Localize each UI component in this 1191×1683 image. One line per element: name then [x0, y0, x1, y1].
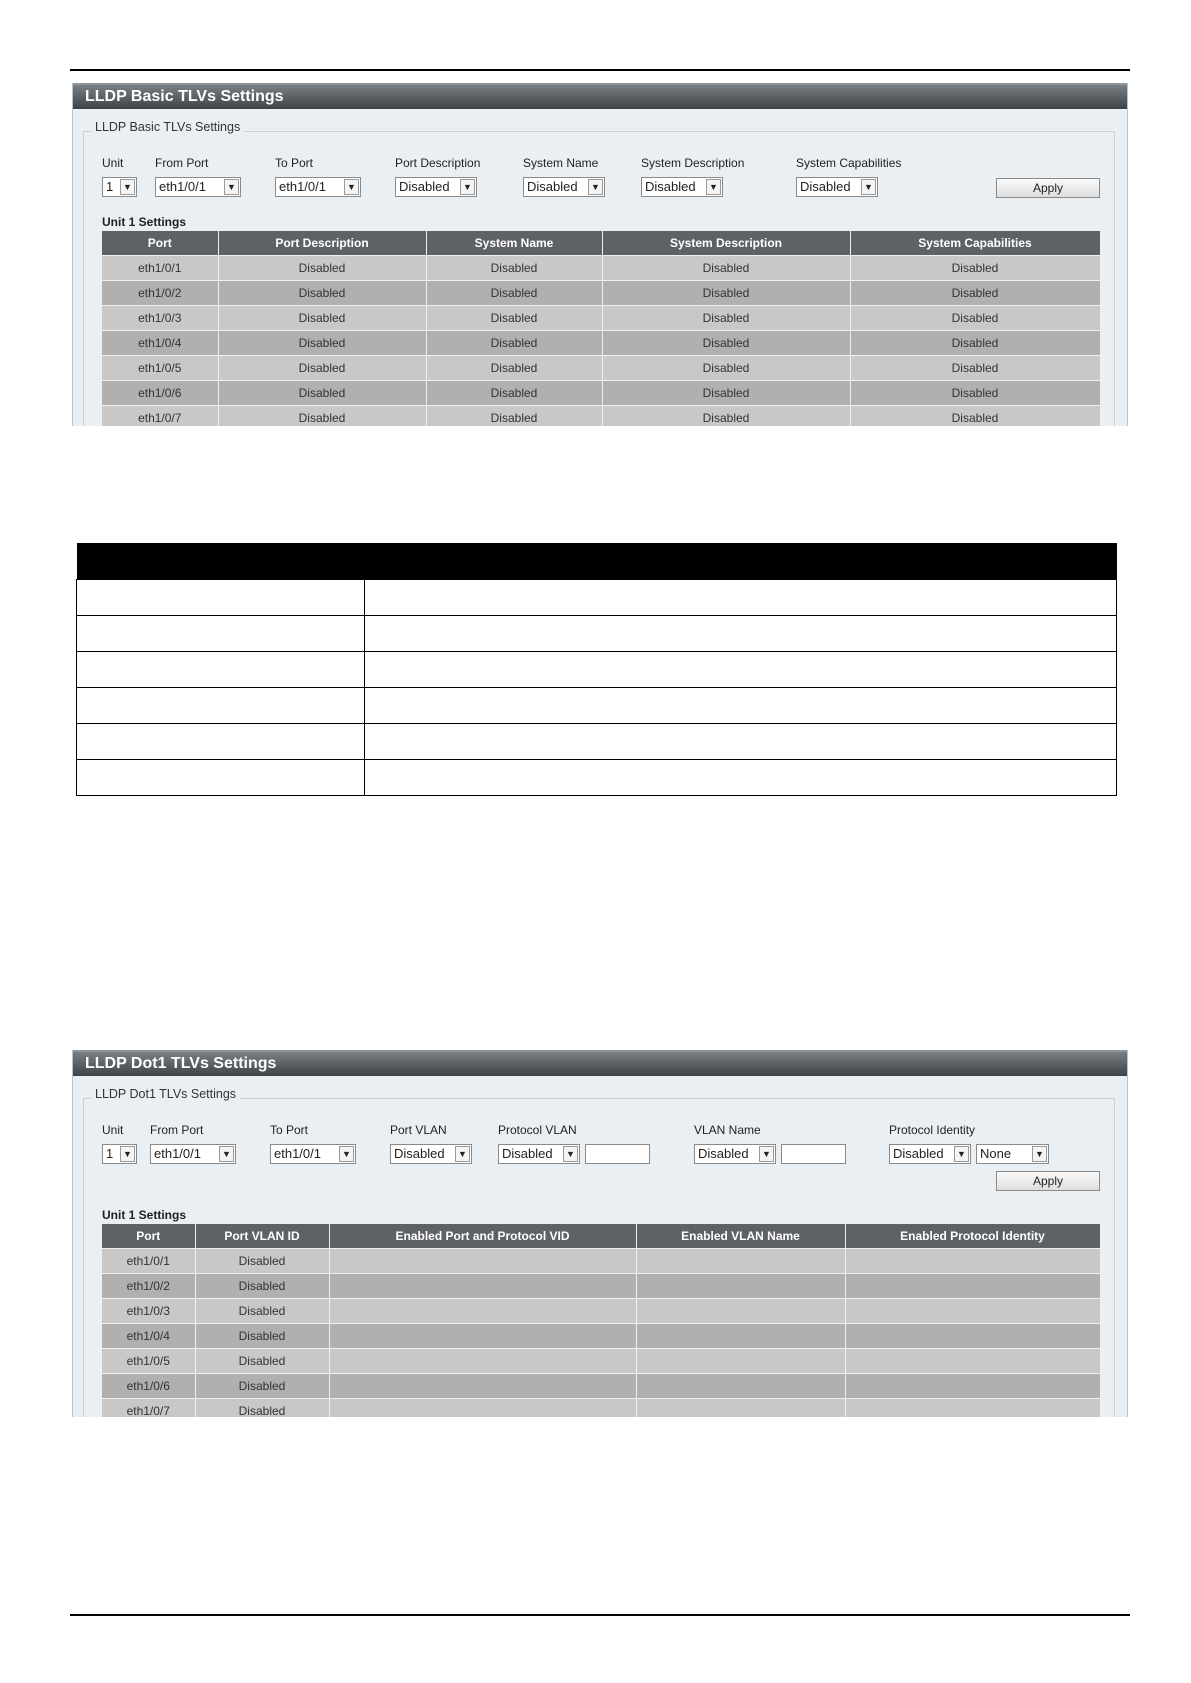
- dot1-settings-table: [102, 1224, 1101, 1417]
- chevron-down-icon: ▼: [563, 1146, 578, 1162]
- doc-table-row: [77, 580, 1117, 616]
- port-description-cell: Disabled: [218, 306, 426, 331]
- dot1-protocol-vlan-value: Disabled: [502, 1146, 553, 1161]
- dot1-to-port-label: To Port: [270, 1123, 309, 1137]
- enabled-port-protocol-vid-cell: [329, 1274, 636, 1299]
- basic-unit-select[interactable]: [102, 177, 137, 197]
- port-cell: eth1/0/1: [102, 1249, 195, 1274]
- table-row: [102, 331, 1100, 356]
- basic-from-port-value: eth1/0/1: [159, 179, 206, 194]
- chevron-down-icon: ▼: [120, 1146, 135, 1162]
- chevron-down-icon: ▼: [219, 1146, 234, 1162]
- port-vlan-id-cell: Disabled: [195, 1299, 329, 1324]
- basic-port-description-select[interactable]: [395, 177, 477, 197]
- dot1-port-vlan-select[interactable]: [390, 1144, 472, 1164]
- system-description-cell: Disabled: [602, 406, 850, 427]
- column-header-port-vlan-id: Port VLAN ID: [195, 1224, 329, 1249]
- port-description-cell: Disabled: [218, 406, 426, 427]
- enabled-protocol-identity-cell: [845, 1349, 1100, 1374]
- page-top-rule: [70, 69, 1130, 71]
- dot1-from-port-label: From Port: [150, 1123, 204, 1137]
- system-capabilities-cell: Disabled: [850, 406, 1100, 427]
- table-row: [102, 256, 1100, 281]
- port-vlan-id-cell: Disabled: [195, 1349, 329, 1374]
- port-cell: eth1/0/1: [102, 256, 218, 281]
- port-cell: eth1/0/6: [102, 381, 218, 406]
- doc-header-parameter: [77, 543, 365, 580]
- basic-unit-settings-title: Unit 1 Settings: [102, 215, 187, 229]
- chevron-down-icon: ▼: [706, 179, 721, 195]
- system-name-cell: Disabled: [426, 406, 602, 427]
- chevron-down-icon: ▼: [861, 179, 876, 195]
- system-description-cell: Disabled: [602, 306, 850, 331]
- page-bottom-rule: [70, 1614, 1130, 1616]
- dot1-protocol-identity-type-select[interactable]: [976, 1144, 1049, 1164]
- doc-cell: [365, 688, 1117, 724]
- system-description-cell: Disabled: [602, 281, 850, 306]
- port-cell: eth1/0/5: [102, 356, 218, 381]
- enabled-port-protocol-vid-cell: [329, 1399, 636, 1418]
- enabled-port-protocol-vid-cell: [329, 1249, 636, 1274]
- column-header-enabled-port-protocol-vid: Enabled Port and Protocol VID: [329, 1224, 636, 1249]
- enabled-port-protocol-vid-cell: [329, 1349, 636, 1374]
- doc-cell: [365, 580, 1117, 616]
- dot1-unit-select[interactable]: [102, 1144, 137, 1164]
- basic-settings-table: [102, 231, 1101, 426]
- column-header-port-description: Port Description: [218, 231, 426, 256]
- dot1-vlan-name-label: VLAN Name: [694, 1123, 761, 1137]
- doc-table-row: [77, 688, 1117, 724]
- dot1-to-port-select[interactable]: [270, 1144, 356, 1164]
- table-row: [102, 1399, 1100, 1418]
- column-header-port: Port: [102, 231, 218, 256]
- basic-window-title: LLDP Basic TLVs Settings: [73, 83, 1127, 109]
- column-header-system-capabilities: System Capabilities: [850, 231, 1100, 256]
- enabled-port-protocol-vid-cell: [329, 1374, 636, 1399]
- system-name-cell: Disabled: [426, 381, 602, 406]
- enabled-port-protocol-vid-cell: [329, 1324, 636, 1349]
- dot1-fieldset-legend: LLDP Dot1 TLVs Settings: [91, 1087, 240, 1101]
- enabled-protocol-identity-cell: [845, 1399, 1100, 1418]
- dot1-vlan-name-select[interactable]: [694, 1144, 776, 1164]
- dot1-protocol-vlan-id-input[interactable]: [585, 1144, 650, 1164]
- chevron-down-icon: ▼: [455, 1146, 470, 1162]
- port-vlan-id-cell: Disabled: [195, 1274, 329, 1299]
- port-vlan-id-cell: Disabled: [195, 1249, 329, 1274]
- table-row: [102, 406, 1100, 427]
- dot1-protocol-vlan-label: Protocol VLAN: [498, 1123, 577, 1137]
- basic-system-capabilities-select[interactable]: [796, 177, 878, 197]
- port-cell: eth1/0/2: [102, 1274, 195, 1299]
- basic-from-port-select[interactable]: [155, 177, 241, 197]
- port-cell: eth1/0/4: [102, 331, 218, 356]
- port-cell: eth1/0/7: [102, 1399, 195, 1418]
- basic-to-port-select[interactable]: [275, 177, 361, 197]
- system-name-cell: Disabled: [426, 256, 602, 281]
- system-capabilities-cell: Disabled: [850, 381, 1100, 406]
- port-vlan-id-cell: Disabled: [195, 1324, 329, 1349]
- enabled-vlan-name-cell: [636, 1274, 845, 1299]
- doc-cell: [365, 760, 1117, 796]
- basic-system-description-label: System Description: [641, 156, 745, 170]
- chevron-down-icon: ▼: [954, 1146, 969, 1162]
- port-vlan-id-cell: Disabled: [195, 1399, 329, 1418]
- doc-cell: [77, 724, 365, 760]
- doc-table-header: [77, 543, 1117, 580]
- system-description-cell: Disabled: [602, 356, 850, 381]
- basic-system-description-value: Disabled: [645, 179, 696, 194]
- basic-to-port-label: To Port: [275, 156, 314, 170]
- table-row: [102, 381, 1100, 406]
- dot1-from-port-value: eth1/0/1: [154, 1146, 201, 1161]
- doc-cell: [77, 652, 365, 688]
- doc-header-description: [365, 543, 1117, 580]
- system-name-cell: Disabled: [426, 356, 602, 381]
- table-row: [102, 1349, 1100, 1374]
- system-capabilities-cell: Disabled: [850, 331, 1100, 356]
- table-row: [102, 1299, 1100, 1324]
- chevron-down-icon: ▼: [460, 179, 475, 195]
- doc-cell: [365, 724, 1117, 760]
- port-cell: eth1/0/4: [102, 1324, 195, 1349]
- doc-cell: [77, 760, 365, 796]
- chevron-down-icon: ▼: [120, 179, 135, 195]
- column-header-enabled-protocol-identity: Enabled Protocol Identity: [845, 1224, 1100, 1249]
- port-cell: eth1/0/7: [102, 406, 218, 427]
- enabled-vlan-name-cell: [636, 1374, 845, 1399]
- dot1-to-port-value: eth1/0/1: [274, 1146, 321, 1161]
- parameter-description-table: [76, 543, 1117, 796]
- column-header-system-name: System Name: [426, 231, 602, 256]
- doc-table-row: [77, 616, 1117, 652]
- basic-tlvs-panel: [72, 83, 1128, 426]
- port-description-cell: Disabled: [218, 381, 426, 406]
- basic-system-description-select[interactable]: [641, 177, 723, 197]
- dot1-unit-value: 1: [106, 1146, 114, 1161]
- port-vlan-id-cell: Disabled: [195, 1374, 329, 1399]
- doc-table-row: [77, 724, 1117, 760]
- dot1-port-vlan-label: Port VLAN: [390, 1123, 447, 1137]
- basic-system-name-select[interactable]: [523, 177, 605, 197]
- basic-table-header: [102, 231, 1100, 256]
- table-row: [102, 356, 1100, 381]
- enabled-vlan-name-cell: [636, 1324, 845, 1349]
- enabled-vlan-name-cell: [636, 1399, 845, 1418]
- dot1-protocol-identity-select[interactable]: [889, 1144, 971, 1164]
- system-name-cell: Disabled: [426, 331, 602, 356]
- column-header-enabled-vlan-name: Enabled VLAN Name: [636, 1224, 845, 1249]
- system-capabilities-cell: Disabled: [850, 256, 1100, 281]
- basic-apply-button[interactable]: Apply: [996, 178, 1100, 198]
- basic-system-capabilities-label: System Capabilities: [796, 156, 902, 170]
- enabled-protocol-identity-cell: [845, 1374, 1100, 1399]
- basic-system-name-label: System Name: [523, 156, 599, 170]
- doc-cell: [365, 616, 1117, 652]
- column-header-system-description: System Description: [602, 231, 850, 256]
- doc-cell: [77, 616, 365, 652]
- doc-cell: [77, 688, 365, 724]
- dot1-apply-button[interactable]: Apply: [996, 1171, 1100, 1191]
- table-row: [102, 306, 1100, 331]
- doc-cell: [77, 580, 365, 616]
- column-header-port: Port: [102, 1224, 195, 1249]
- dot1-tlvs-panel: [72, 1050, 1128, 1417]
- port-description-cell: Disabled: [218, 256, 426, 281]
- system-description-cell: Disabled: [602, 256, 850, 281]
- basic-system-name-value: Disabled: [527, 179, 578, 194]
- dot1-from-port-select[interactable]: [150, 1144, 236, 1164]
- chevron-down-icon: ▼: [1032, 1146, 1047, 1162]
- basic-fieldset-legend: LLDP Basic TLVs Settings: [91, 120, 244, 134]
- port-cell: eth1/0/6: [102, 1374, 195, 1399]
- doc-table-row: [77, 652, 1117, 688]
- enabled-protocol-identity-cell: [845, 1299, 1100, 1324]
- chevron-down-icon: ▼: [344, 179, 359, 195]
- chevron-down-icon: ▼: [588, 179, 603, 195]
- table-row: [102, 1274, 1100, 1299]
- basic-unit-value: 1: [106, 179, 114, 194]
- doc-table-row: [77, 760, 1117, 796]
- port-description-cell: Disabled: [218, 331, 426, 356]
- enabled-protocol-identity-cell: [845, 1274, 1100, 1299]
- dot1-port-vlan-value: Disabled: [394, 1146, 445, 1161]
- enabled-vlan-name-cell: [636, 1349, 845, 1374]
- enabled-port-protocol-vid-cell: [329, 1299, 636, 1324]
- dot1-unit-label: Unit: [102, 1123, 124, 1137]
- dot1-protocol-identity-label: Protocol Identity: [889, 1123, 976, 1137]
- basic-unit-label: Unit: [102, 156, 124, 170]
- dot1-vlan-name-input[interactable]: [781, 1144, 846, 1164]
- basic-from-port-label: From Port: [155, 156, 209, 170]
- doc-cell: [365, 652, 1117, 688]
- enabled-vlan-name-cell: [636, 1299, 845, 1324]
- port-cell: eth1/0/3: [102, 1299, 195, 1324]
- chevron-down-icon: ▼: [224, 179, 239, 195]
- port-description-cell: Disabled: [218, 356, 426, 381]
- system-name-cell: Disabled: [426, 306, 602, 331]
- system-name-cell: Disabled: [426, 281, 602, 306]
- table-row: [102, 281, 1100, 306]
- dot1-unit-settings-title: Unit 1 Settings: [102, 1208, 187, 1222]
- system-capabilities-cell: Disabled: [850, 281, 1100, 306]
- enabled-vlan-name-cell: [636, 1249, 845, 1274]
- table-row: [102, 1324, 1100, 1349]
- dot1-protocol-identity-type-value: None: [980, 1146, 1012, 1161]
- enabled-protocol-identity-cell: [845, 1324, 1100, 1349]
- dot1-table-header: [102, 1224, 1100, 1249]
- dot1-protocol-identity-value: Disabled: [893, 1146, 944, 1161]
- basic-port-description-label: Port Description: [395, 156, 481, 170]
- system-description-cell: Disabled: [602, 381, 850, 406]
- system-description-cell: Disabled: [602, 331, 850, 356]
- chevron-down-icon: ▼: [339, 1146, 354, 1162]
- port-cell: eth1/0/3: [102, 306, 218, 331]
- port-cell: eth1/0/5: [102, 1349, 195, 1374]
- table-row: [102, 1374, 1100, 1399]
- dot1-window-title: LLDP Dot1 TLVs Settings: [73, 1050, 1127, 1076]
- enabled-protocol-identity-cell: [845, 1249, 1100, 1274]
- table-row: [102, 1249, 1100, 1274]
- dot1-vlan-name-value: Disabled: [698, 1146, 749, 1161]
- system-capabilities-cell: Disabled: [850, 356, 1100, 381]
- basic-system-capabilities-value: Disabled: [800, 179, 851, 194]
- chevron-down-icon: ▼: [759, 1146, 774, 1162]
- port-description-cell: Disabled: [218, 281, 426, 306]
- basic-port-description-value: Disabled: [399, 179, 450, 194]
- system-capabilities-cell: Disabled: [850, 306, 1100, 331]
- port-cell: eth1/0/2: [102, 281, 218, 306]
- dot1-protocol-vlan-select[interactable]: [498, 1144, 580, 1164]
- basic-to-port-value: eth1/0/1: [279, 179, 326, 194]
